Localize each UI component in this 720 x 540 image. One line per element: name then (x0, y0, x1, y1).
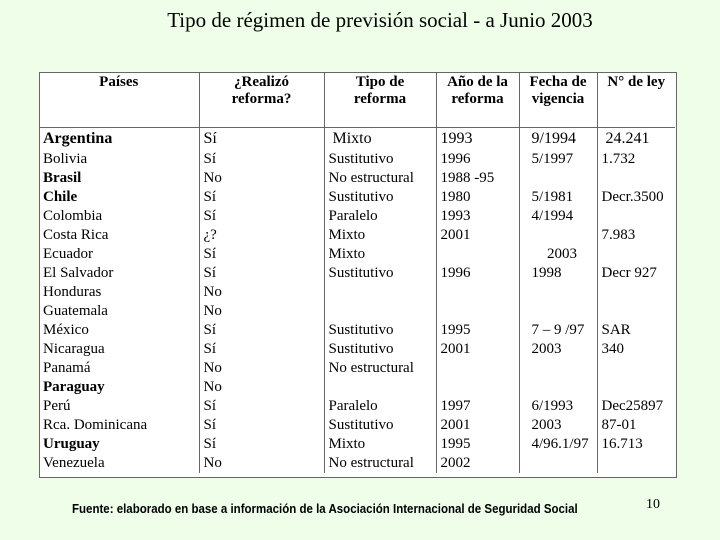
cell-tipo (324, 283, 436, 302)
table-row (39, 454, 675, 473)
cell-tipo: Sustitutivo (324, 340, 436, 359)
cell-pais: Uruguay (43, 436, 100, 452)
cell-anio: 1995 (436, 321, 519, 340)
cell-reformo: No (199, 283, 324, 302)
table-row (39, 150, 675, 169)
cell-tipo: Paralelo (324, 397, 436, 416)
cell-pais: Brasil (43, 170, 82, 186)
cell-reformo: Sí (199, 188, 324, 207)
cell-fecha (519, 302, 597, 321)
cell-tipo: Sustitutivo (324, 321, 436, 340)
cell-reformo: Sí (199, 397, 324, 416)
cell-anio: 1996 (436, 264, 519, 283)
cell-tipo: Mixto (324, 435, 436, 454)
cell-tipo: No estructural (324, 359, 436, 378)
page-number: 10 (646, 497, 660, 512)
cell-ley: 7.983 (597, 226, 675, 245)
header-fecha-vigencia: Fecha de vigencia (519, 72, 597, 128)
cell-reformo: ¿? (199, 226, 324, 245)
table-body (39, 128, 675, 474)
cell-tipo: Mixto (324, 245, 436, 264)
reform-table (39, 72, 675, 473)
cell-tipo (324, 302, 436, 321)
cell-fecha: 4/96.1/97 (519, 435, 597, 454)
cell-pais: El Salvador (43, 265, 114, 281)
cell-ley (597, 169, 675, 188)
cell-anio: 2001 (436, 340, 519, 359)
cell-fecha: 1998 (519, 264, 597, 283)
cell-fecha (519, 359, 597, 378)
table-row (39, 416, 675, 435)
cell-anio: 2002 (436, 454, 519, 473)
cell-fecha (519, 169, 597, 188)
cell-tipo: No estructural (324, 454, 436, 473)
header-realizo-reforma: ¿Realizó reforma? (199, 72, 324, 128)
table-row (39, 321, 675, 340)
cell-fecha (519, 283, 597, 302)
cell-ley: Dec25897 (597, 397, 675, 416)
table-row (39, 378, 675, 397)
cell-reformo: Sí (199, 264, 324, 283)
cell-reformo: Sí (199, 340, 324, 359)
cell-pais: Ecuador (43, 246, 93, 262)
table-row (39, 264, 675, 283)
page-title: Tipo de régimen de previsión social - a Junio 2003 (167, 8, 593, 32)
cell-ley (597, 378, 675, 397)
table-row (39, 435, 675, 454)
cell-reformo: Sí (199, 321, 324, 340)
cell-anio: 1995 (436, 435, 519, 454)
cell-pais: Venezuela (43, 455, 105, 471)
cell-reformo: No (199, 454, 324, 473)
cell-pais: Rca. Dominicana (43, 417, 148, 433)
table-row (39, 188, 675, 207)
cell-anio (436, 302, 519, 321)
cell-anio: 1997 (436, 397, 519, 416)
table-row (39, 397, 675, 416)
cell-anio: 1988 -95 (436, 169, 519, 188)
cell-reformo: No (199, 359, 324, 378)
cell-pais: Chile (43, 189, 78, 205)
cell-reformo: Sí (199, 416, 324, 435)
table-row (39, 283, 675, 302)
cell-fecha: 5/1997 (519, 150, 597, 169)
cell-fecha: 2003 (519, 340, 597, 359)
cell-anio: 1980 (436, 188, 519, 207)
header-anio-reforma: Año de la reforma (436, 72, 519, 128)
cell-reformo: Sí (199, 150, 324, 169)
cell-reformo: No (199, 302, 324, 321)
cell-anio (436, 378, 519, 397)
table-row (39, 340, 675, 359)
cell-reformo: Sí (199, 245, 324, 264)
cell-ley (597, 359, 675, 378)
table-row (39, 128, 675, 151)
cell-ley: SAR (597, 321, 675, 340)
cell-pais: Nicaragua (43, 341, 105, 357)
table-row (39, 169, 675, 188)
cell-tipo: Mixto (324, 226, 436, 245)
cell-ley (597, 207, 675, 226)
table-row (39, 302, 675, 321)
cell-reformo: Sí (199, 128, 324, 151)
cell-pais: Panamá (43, 360, 91, 376)
cell-ley: 340 (597, 340, 675, 359)
cell-tipo: Paralelo (324, 207, 436, 226)
cell-anio: 1993 (436, 207, 519, 226)
cell-fecha: 2003 (519, 416, 597, 435)
table-row (39, 226, 675, 245)
header-row (39, 72, 675, 128)
cell-pais: Guatemala (43, 303, 108, 319)
cell-ley: Decr.3500 (597, 188, 675, 207)
source-note: Fuente: elaborado en base a información de la Asociación Internacional de Seguridad Social (72, 502, 578, 516)
cell-anio (436, 245, 519, 264)
cell-tipo: Sustitutivo (324, 150, 436, 169)
cell-fecha: 4/1994 (519, 207, 597, 226)
cell-reformo: Sí (199, 435, 324, 454)
cell-ley (597, 283, 675, 302)
cell-ley: Decr 927 (597, 264, 675, 283)
table-row (39, 359, 675, 378)
cell-fecha (519, 378, 597, 397)
table-row (39, 245, 675, 264)
cell-tipo: Mixto (324, 128, 436, 151)
cell-anio (436, 359, 519, 378)
cell-tipo: Sustitutivo (324, 264, 436, 283)
cell-pais: Bolivia (43, 151, 88, 167)
cell-fecha (519, 454, 597, 473)
cell-fecha: 6/1993 (519, 397, 597, 416)
cell-anio: 1996 (436, 150, 519, 169)
cell-ley (597, 245, 675, 264)
header-paises: Países (39, 72, 199, 128)
cell-ley: 87-01 (597, 416, 675, 435)
cell-ley: 16.713 (597, 435, 675, 454)
cell-anio: 1993 (436, 128, 519, 151)
cell-pais: Colombia (43, 208, 103, 224)
cell-tipo: Sustitutivo (324, 416, 436, 435)
cell-tipo: No estructural (324, 169, 436, 188)
cell-ley: 1.732 (597, 150, 675, 169)
cell-ley: 24.241 (597, 128, 675, 151)
cell-anio: 2001 (436, 226, 519, 245)
header-tipo-reforma: Tipo de reforma (324, 72, 436, 128)
cell-ley (597, 454, 675, 473)
cell-pais: Perú (43, 398, 71, 414)
cell-fecha (519, 226, 597, 245)
cell-pais: Costa Rica (43, 227, 109, 243)
cell-anio: 2001 (436, 416, 519, 435)
cell-anio (436, 283, 519, 302)
cell-pais: Honduras (43, 284, 102, 300)
cell-pais: Paraguay (43, 379, 105, 395)
cell-ley (597, 302, 675, 321)
cell-fecha: 5/1981 (519, 188, 597, 207)
cell-tipo (324, 378, 436, 397)
cell-tipo: Sustitutivo (324, 188, 436, 207)
header-numero-ley: N° de ley (597, 72, 675, 128)
cell-fecha: 7 – 9 /97 (519, 321, 597, 340)
cell-reformo: No (199, 169, 324, 188)
cell-reformo: Sí (199, 207, 324, 226)
cell-pais: México (43, 322, 89, 338)
cell-fecha: 9/1994 (519, 128, 597, 151)
table-row (39, 207, 675, 226)
cell-fecha: 2003 (519, 245, 597, 264)
cell-pais: Argentina (39, 128, 199, 151)
cell-reformo: No (199, 378, 324, 397)
